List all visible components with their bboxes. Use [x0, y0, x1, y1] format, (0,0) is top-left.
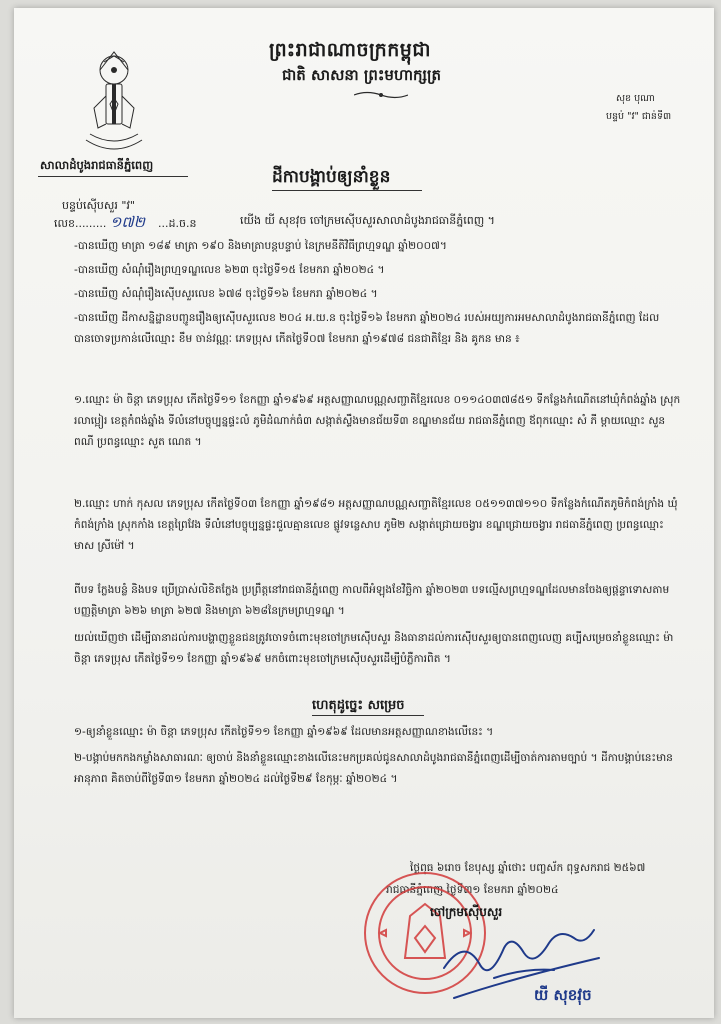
- charge-paragraph: ពីបទ ក្លែងបន្លំ និងបទ ប្រើប្រាស់លិខិតក្លែង ប្រព្រឹត្តនៅរាជធានីភ្នំពេញ កាលពីអំឡុងខែវិច្ឆិកា ឆ្នាំ២០២៣ បទល្មើសព្រហ្មទណ្ឌដែលមានចែងឲ្យផ្តន្ទាទោសតាមបញ្ញត្តិមាត្រា ៦២៦ មាត្រា ៦២៧ និងមាត្រា ៦២៨នៃក្រមព្រហ្មទណ្ឌ ។: [74, 584, 670, 617]
- document-page: [14, 8, 714, 1018]
- number-suffix: ...ដ.ច.ន: [158, 217, 197, 230]
- document-title: ដីកាបង្គាប់ឲ្យនាំខ្លួន: [272, 167, 391, 187]
- consideration-3: -បានឃើញ សំណុំរឿងស៊ើបសួរលេខ ៦៧៨ ចុះថ្ងៃទី១៦ ខែមករា ឆ្នាំ២០២៤ ។: [74, 288, 378, 300]
- kingdom-title: ព្រះរាជាណាចក្រកម្ពុជា: [269, 39, 431, 61]
- signatory-name: យី សុខវុច: [534, 986, 592, 1004]
- court-name: សាលាដំបូងរាជធានីភ្នំពេញ: [40, 158, 154, 172]
- decision-2: ២-បង្គាប់មកកងកម្លាំងសាធារណៈ ឲ្យចាប់ និងនាំខ្លួនឈ្មោះខាងលើនេះមកប្រគល់ជូនសាលាដំបូងរាជធានីភ្នំពេញដើម្បីចាត់ការតាមច្បាប់ ។ ដីកាបង្គាប់នេះមានអានុភាព គិតចាប់ពីថ្ងៃទី៣១ ខែមករា ឆ្នាំ២០២៤ ដល់ថ្ងៃទី២៩ ខែកុម្ភៈ ឆ្នាំ២០២៤ ។: [74, 752, 673, 785]
- case-type: សុខ បុណា: [616, 93, 655, 104]
- person-1: ១.ឈ្មោះ ម៉ា ចិន្តា ភេទប្រុស កើតថ្ងៃទី១១ ខែកញ្ញា ឆ្នាំ១៩៦៩ អត្តសញ្ញាណបណ្ណសញ្ជាតិខ្មែរលេខ ០១១៤០៣៧៨៥១ ទីកន្លែងកំណើតនៅឃុំកំពង់ឆ្នាំង ស្រុករលាប្អៀរ ខេត្តកំពង់ឆ្នាំង ទីលំនៅបច្ចុប្បន្នផ្ទះលំ ភូមិដំណាក់ធំ៣ សង្កាត់ស្ទឹងមានជ័យទី៣ ខណ្ឌមានជ័យ រាជធានីភ្នំពេញ ឪពុកឈ្មោះ សំ ភី ម្ដាយឈ្មោះ សួន ពណី ប្រពន្ធឈ្មោះ សួត ណេត ។: [74, 394, 681, 448]
- ornament-icon: [354, 90, 408, 100]
- consideration-2: -បានឃើញ សំណុំរឿងព្រហ្មទណ្ឌលេខ ៦២៣ ចុះថ្ងៃទី១៥ ខែមករា ឆ្នាំ២០២៤ ។: [74, 264, 385, 276]
- decision-1: ១-ឲ្យនាំខ្លួនឈ្មោះ ម៉ា ចិន្តា ភេទប្រុស កើតថ្ងៃទី១១ ខែកញ្ញា ឆ្នាំ១៩៦៩ ដែលមានអត្តសញ្ញាណខាងលើនេះ ។: [74, 726, 494, 738]
- lunar-date: ថ្ងៃពុធ ៦រោច ខែបុស្ស ឆ្នាំថោះ បញ្ចស័ក ពុទ្ធសករាជ ២៥៦៧: [410, 862, 646, 874]
- coat-of-arms-icon: [76, 48, 152, 156]
- national-motto: ជាតិ សាសនា ព្រះមហាក្សត្រ: [282, 66, 441, 84]
- office-reference: បន្ទប់ "វ" ជាន់ទី៣: [606, 111, 672, 122]
- decision-title-underline: [312, 715, 424, 716]
- place-and-date: រាជធានីភ្នំពេញ ថ្ងៃទី៣១ ខែមករា ឆ្នាំ២០២៤: [386, 884, 559, 896]
- document-number: ១៧២: [110, 213, 146, 231]
- opening-line: យើង យី សុខវុច ចៅក្រមស៊ើបសួរសាលាដំបូងរាជធានីភ្នំពេញ ។: [240, 214, 495, 227]
- signatory-title: ចៅក្រមស៊ើបសួរ: [430, 905, 503, 919]
- court-office: បន្ទប់ស៊ើបសួរ "វ": [62, 199, 135, 212]
- reasoning-paragraph: យល់ឃើញថា ដើម្បីធានាដល់ការបង្ហាញខ្លួនជនត្រូវចោទចំពោះមុខចៅក្រមស៊ើបសួរ និងធានាដល់ការស៊ើបសួរឲ្យបានពេញលេញ គប្បីសម្រេចនាំខ្លួនឈ្មោះ ម៉ា ចិន្តា ភេទប្រុស កើតថ្ងៃទី១១ ខែកញ្ញា ឆ្នាំ១៩៦៩ មកចំពោះមុខចៅក្រមស៊ើបសួរដើម្បីបំភ្លឺការពិត ។: [74, 632, 674, 665]
- court-name-underline: [38, 176, 188, 177]
- decision-title: ហេតុដូច្នេះ សម្រេច: [312, 698, 405, 713]
- consideration-1: -បានឃើញ មាត្រា ១៨៩ មាត្រា ១៩០ និងមាត្រាបន្តបន្ទាប់ នៃក្រមនីតិវិធីព្រហ្មទណ្ឌ ឆ្នាំ២០០៧។: [74, 240, 447, 252]
- person-2: ២.ឈ្មោះ ហាក់ កុសល ភេទប្រុស កើតថ្ងៃទី០៣ ខែកញ្ញា ឆ្នាំ១៩៨១ អត្តសញ្ញាណបណ្ណសញ្ជាតិខ្មែរលេខ ០៥១១៣៧១១០ ទីកន្លែងកំណើតភូមិកំពង់ក្រាំង ឃុំកំពង់ក្រាំង ស្រុកកាំង ខេត្តព្រៃវែង ទីលំនៅបច្ចុប្បន្នផ្ទះជួលគ្មានលេខ ផ្លូវទន្លេសាប ភូមិ២ សង្កាត់ជ្រោយចង្វារ ខណ្ឌជ្រោយចង្វារ រាជធានីភ្នំពេញ ប្រពន្ធឈ្មោះ មាស ស្រីម៉ៅ ។: [74, 498, 678, 552]
- document-title-underline: [272, 190, 422, 191]
- consideration-4: -បានឃើញ ដីកាសន្និដ្ឋានបញ្ជូនរឿងឲ្យស៊ើបសួរលេខ ២០៤ អ.យ.ន ចុះថ្ងៃទី១៦ ខែមករា ឆ្នាំ២០២៤ របស់អយ្យការអមសាលាដំបូងរាជធានីភ្នំពេញ ដែលបានចោទប្រកាន់លើឈ្មោះ ខឹម ចាន់វណ្ណៈ ភេទប្រុស កើតថ្ងៃទី០៧ ខែមករា ឆ្នាំ១៩៧៨ ជនជាតិខ្មែរ និង គូកន មាន ៖: [74, 312, 660, 345]
- number-label: លេខ.........: [54, 217, 107, 230]
